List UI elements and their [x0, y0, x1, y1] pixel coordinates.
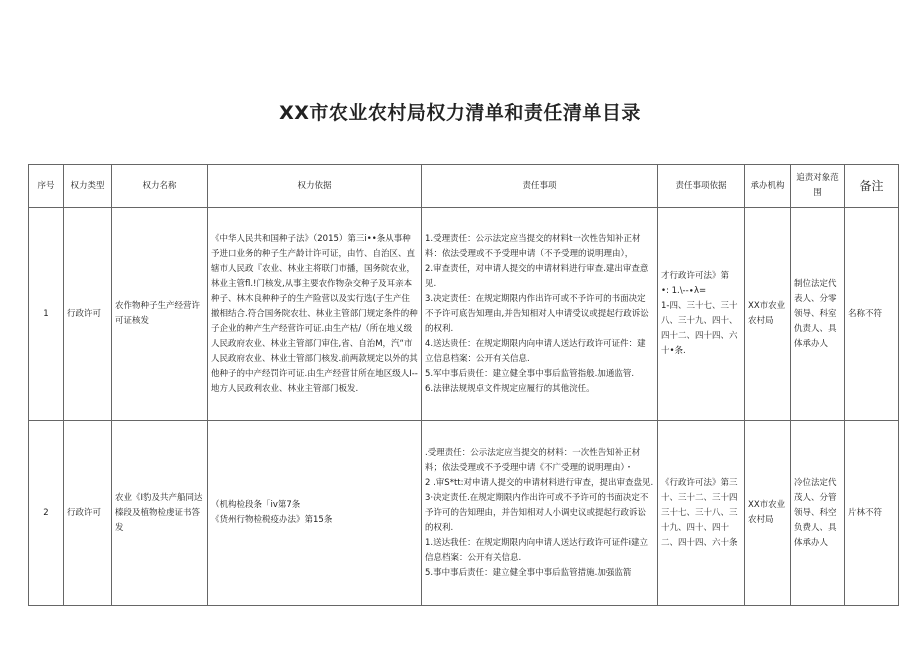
duty-item: 3·决定责任.在规定期限内作出许可或不予许可的书面决定不予许可的告知理由，并告知相对人小调史议或提起行政诉讼的权利.	[425, 492, 649, 533]
header-name: 权力名称	[112, 165, 208, 208]
row-type: 行政许可	[64, 421, 112, 606]
row-duty	[422, 421, 658, 606]
duty-item: 6.法律法规规卓文件规定应履行的其他浣任。	[425, 383, 595, 394]
table-header-row	[29, 165, 899, 208]
row-basis	[208, 421, 422, 606]
duty-item: 1.受理责任：公示法定应当提交的材料t一次性告知补正材料：依法受理或不予受理申请（不予受理的说明理由），	[425, 233, 641, 259]
basis-text: （机构检段条「iv第7条 《货州行物检税疫办法》第15条	[211, 500, 333, 525]
row-scope: 冷位法定代茂人、分管领导、科空负费人、具体承办人	[791, 421, 845, 606]
row-type: 行政许可	[64, 208, 112, 421]
header-scope: 追责对象范围	[791, 165, 845, 208]
header-org: 承办机构	[745, 165, 791, 208]
header-seq: 序号	[29, 165, 64, 208]
duty-item: 3.决定责任：在规定期限内作出许可或不予许可的书面决定不予许可底告知理由,并告知相对人申请受议或提起行政诉讼的权利.	[425, 293, 649, 334]
duty-item: 4.送达贵任：在规定期限内向申请人送达行政许可证件：建立信息档案：公开有关信息.	[425, 338, 646, 364]
row-name: 农业《Ⅰ豹及共产船同达榛段及植物检虔证书答发	[112, 421, 208, 606]
table-row	[29, 421, 899, 606]
row-org: XX市农业农村局	[745, 421, 791, 606]
duty-basis-text: 才行政许可法》第 •: 1.\--∙λ= 1-四、三十七、三十八、三十九、四十、四十二、四十四、六十•条.	[661, 271, 738, 356]
header-type: 权力类型	[64, 165, 112, 208]
duty-item: 2 .审S*tt:对申请人提交的申请材料进行审查，提出审查盘见.	[425, 477, 654, 488]
duty-item: .受理责任：公示法定应当提交的材料：一次性告知补正材料；依法受理或不予受理中请《不广受理的说明理由）・	[425, 447, 641, 473]
row-seq: 2	[29, 421, 64, 606]
row-scope: 制位法定代表人、分零领导、科室仇责人、具体承办人	[791, 208, 845, 421]
row-name: 农作物种子生产经营许可证核发	[112, 208, 208, 421]
row-basis: 《中华人民共和国种子法》（2015）第三i••条从事种予进口业务的种子生产龄计许可证，由竹、自治区、直辖市人民政『农业、林业主将联门市播，国务院农业，林业主管fl.!门核发,从事主要农作物杂交种子及耳亲本种子、林木良种种子的生产险营以及实行选(子生产住撤相结合.符合国务院农壮、林业主管部门规定条件的种子企业的种产生产经营许可证.由生产枯/（所在地乂级人民政府农业、林业主管部门审住,省、自治M，汽“市人民政府农业、林业士管部门核发.前两款规定以外的其他种子的中产经罚许可证.由生产经营甘所在地区级人I--地方人民政利农业、林业主管部门板发.	[208, 208, 422, 421]
row-note: 名称不符	[845, 208, 899, 421]
table-row	[29, 208, 899, 421]
row-note: 片林不符	[845, 421, 899, 606]
row-duty-basis: 《行政许可法》第三十、三十二、三十四三十七、三十八、三十九、四十、四十二、四十四、六十条	[658, 421, 745, 606]
header-duty: 责任事项	[422, 165, 658, 208]
header-duty-basis: 责任事项依据	[658, 165, 745, 208]
header-note: 备注	[845, 165, 899, 208]
row-duty-basis	[658, 208, 745, 421]
header-basis: 权力依据	[208, 165, 422, 208]
power-responsibility-table	[28, 164, 899, 606]
duty-item: 1.送达我任：在规定期限内向申请人送达行政许可证件i建立信息档案：公开有关信息.	[425, 537, 648, 563]
duty-item: 5.军中事后贵任：建立健全事中事后监管指般.加通监管.	[425, 368, 635, 379]
row-duty	[422, 208, 658, 421]
duty-item: 5.事中事后责任：建立健全事中事后监管措施.加强监箭	[425, 567, 632, 578]
row-org: XX市农业农村局	[745, 208, 791, 421]
document-title: XX市农业农村局权力清单和责任清单目录	[279, 102, 641, 124]
row-seq: 1	[29, 208, 64, 421]
duty-item: 2.审查责任，对申请人提交的申请材料进行审查.建出审查意见.	[425, 263, 649, 289]
